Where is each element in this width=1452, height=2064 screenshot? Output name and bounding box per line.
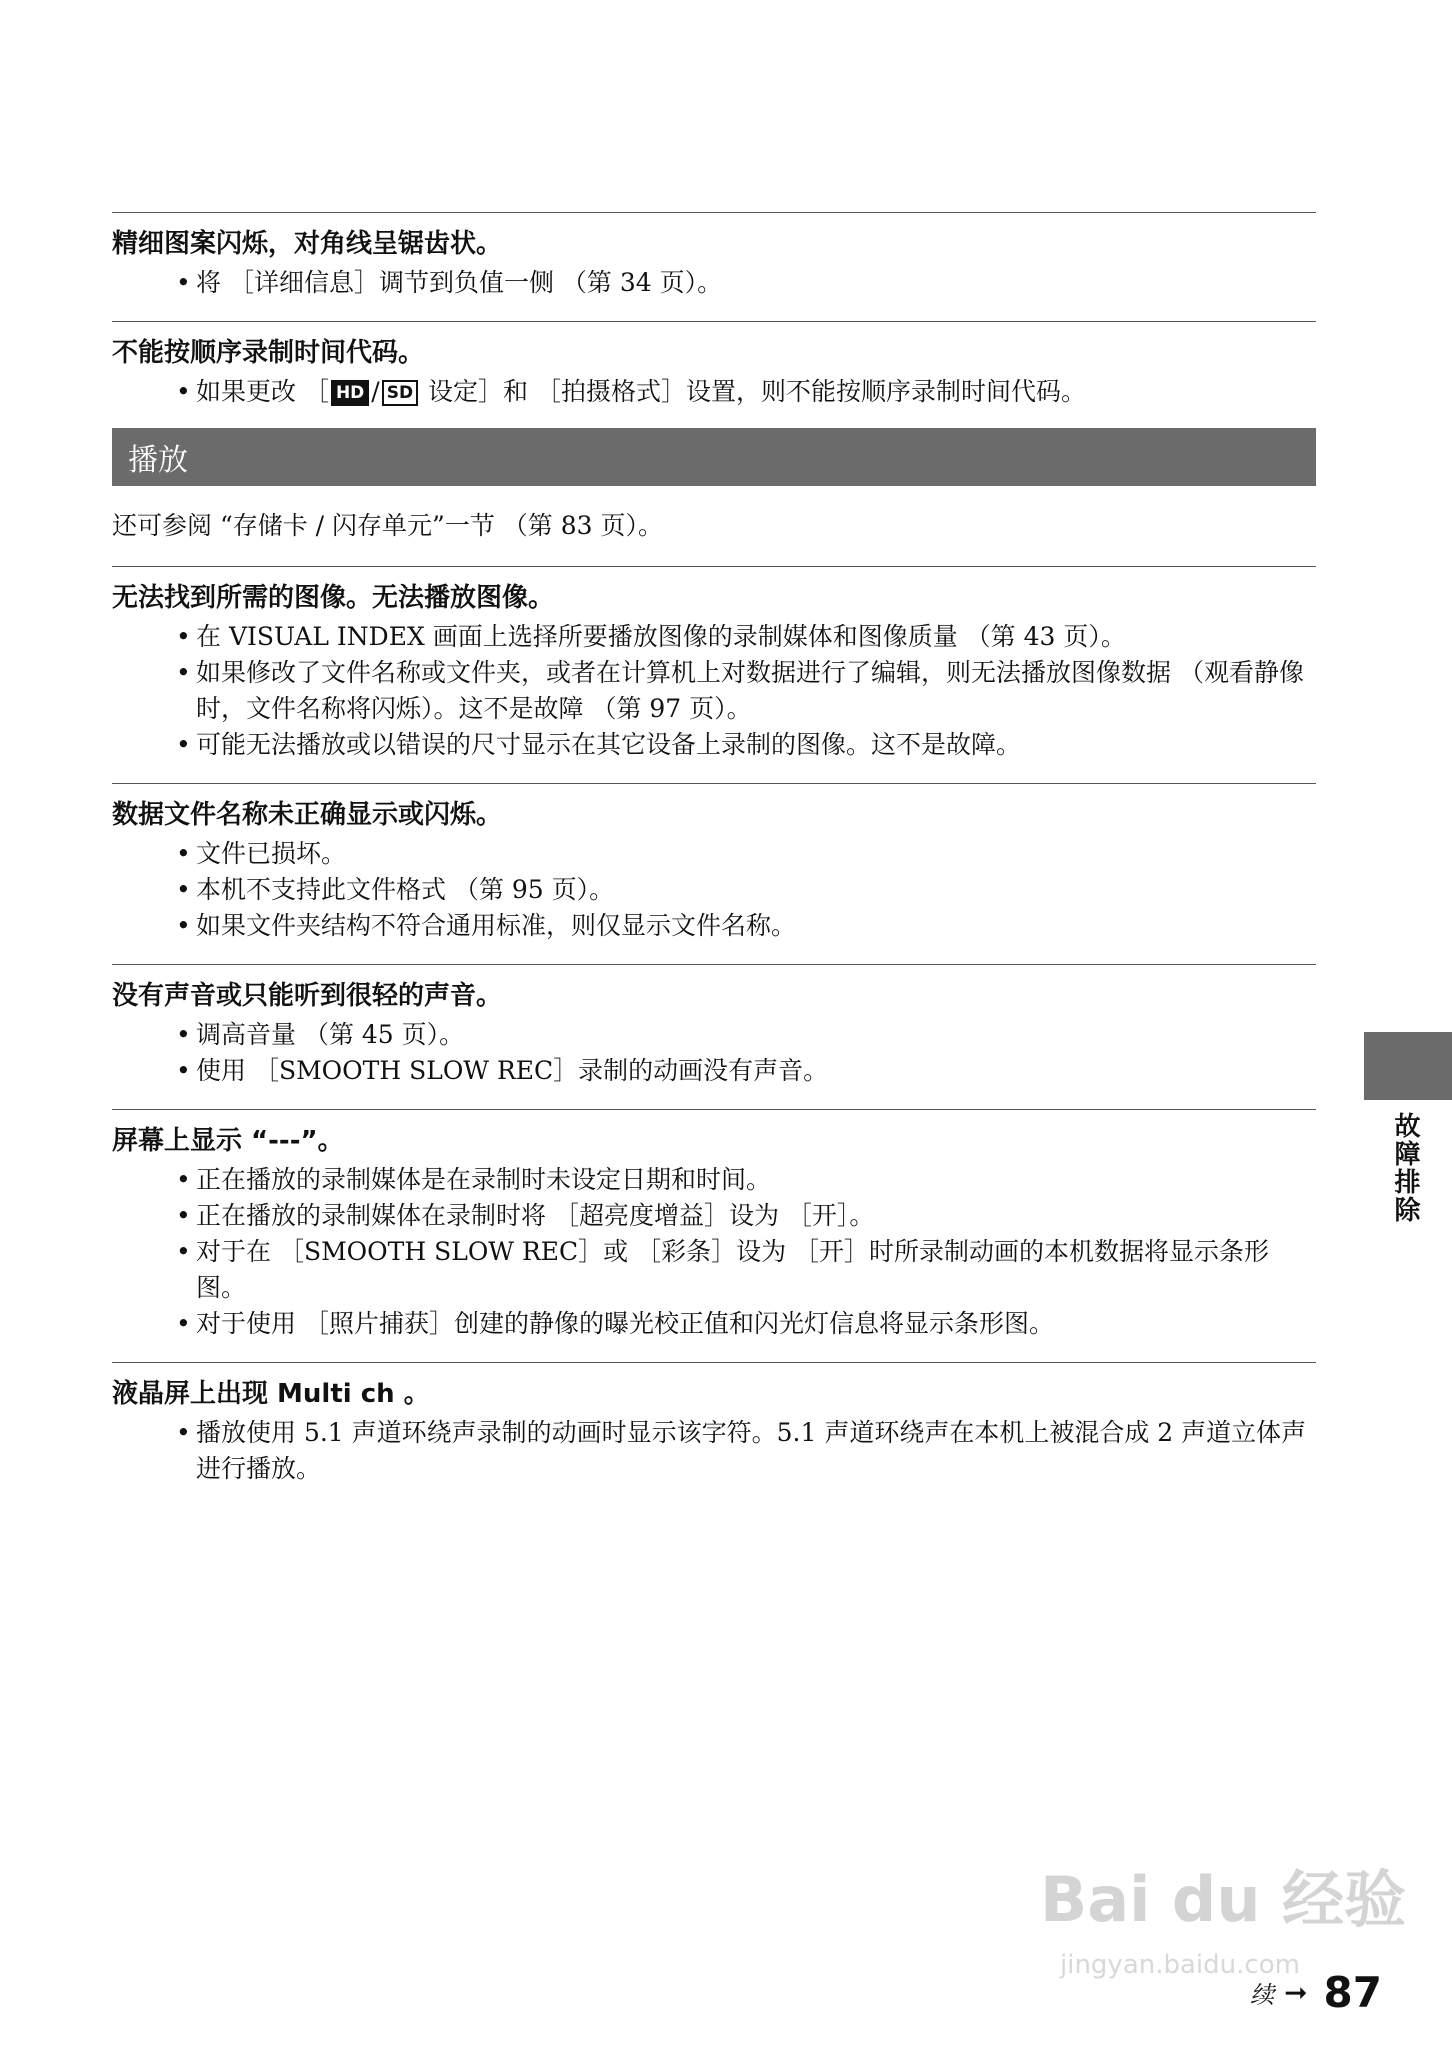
bullet-item: • 文件已损坏。 [176,836,1316,872]
entry-heading: 数据文件名称未正确显示或闪烁。 [112,800,503,830]
entry-timecode [112,321,1316,410]
bullet-item: • 调高音量 （第 45 页）。 [176,1017,1316,1053]
bullet-item: • 可能无法播放或以错误的尺寸显示在其它设备上录制的图像。这不是故障。 [176,727,1316,763]
entry-heading: 精细图案闪烁，对角线呈锯齿状。 [112,229,503,259]
bullet-list [112,1017,1316,1089]
entry-heading: 不能按顺序录制时间代码。 [112,338,425,368]
bullet-item: • 在 VISUAL INDEX 画面上选择所要播放图像的录制媒体和图像质量 （第 43 页）。 [176,619,1316,655]
bullet-item: • 对于使用 ［照片捕获］创建的静像的曝光校正值和闪光灯信息将显示条形图。 [176,1306,1316,1342]
arrow-right-icon: ➞ [1284,1976,1308,2009]
section-header-playback [112,428,1316,486]
entry-heading: 无法找到所需的图像。无法播放图像。 [112,583,555,613]
entry-dashes-display [112,1109,1316,1342]
bullet-list [112,836,1316,944]
entry-multi-ch [112,1362,1316,1487]
page-footer [1250,1968,1382,2017]
chapter-tab [1364,1032,1452,1100]
watermark-logo: Bai du 经验 [1040,1863,1407,1936]
bullet-text-pre: 如果更改 ［ [196,377,329,406]
bullet-item: • 播放使用 5.1 声道环绕声录制的动画时显示该字符。5.1 声道环绕声在本机上被混合成 2 声道立体声进行播放。 [176,1415,1316,1487]
bullet-list [112,374,1316,410]
entry-fine-pattern [112,212,1316,301]
bullet-item: • 本机不支持此文件格式 （第 95 页）。 [176,872,1316,908]
bullet-item: • 对于在 ［SMOOTH SLOW REC］或 ［彩条］设为 ［开］时所录制动画的本机数据将显示条形图。 [176,1234,1316,1306]
bullet-item: • 如果文件夹结构不符合通用标准，则仅显示文件名称。 [176,908,1316,944]
bullet-text-post: 设定］和 ［拍摄格式］设置，则不能按顺序录制时间代码。 [420,377,1086,406]
bullet-list [112,619,1316,763]
section-intro: 还可参阅 “存储卡 / 闪存单元”一节 （第 83 页）。 [112,511,663,540]
bullet-list [112,1162,1316,1342]
bullet-list [112,1415,1316,1487]
entry-heading: 液晶屏上出现 Multi ch 。 [112,1379,430,1409]
entry-file-name [112,783,1316,944]
page-number: 87 [1323,1968,1382,2017]
entry-heading: 屏幕上显示 “---”。 [112,1126,344,1156]
bullet-item: • 如果修改了文件名称或文件夹，或者在计算机上对数据进行了编辑，则无法播放图像数据 （观看静像时，文件名称将闪烁）。这不是故障 （第 97 页）。 [176,655,1316,727]
page-content [112,212,1316,1487]
bullet-item: • 正在播放的录制媒体在录制时将 ［超亮度增益］设为 ［开］。 [176,1198,1316,1234]
slash-text: / [371,377,380,406]
bullet-item: • 使用 ［SMOOTH SLOW REC］录制的动画没有声音。 [176,1053,1316,1089]
section-title: 播放 [128,443,188,478]
bullet-item: • 将 ［详细信息］调节到负值一侧 （第 34 页）。 [176,265,1316,301]
entry-heading: 没有声音或只能听到很轻的声音。 [112,981,503,1011]
bullet-item: • 正在播放的录制媒体是在录制时未设定日期和时间。 [176,1162,1316,1198]
entry-cannot-find-image [112,566,1316,763]
bullet-item [176,374,1316,410]
continued-label: 续 [1250,1981,1275,2009]
bullet-list [112,265,1316,301]
sd-quality-icon: SD [382,380,418,406]
entry-no-sound [112,964,1316,1089]
chapter-tab-label: 故障排除 [1390,1112,1420,1224]
hd-quality-icon: HD [331,380,369,406]
watermark-url: jingyan.baidu.com [1060,1950,1300,1980]
